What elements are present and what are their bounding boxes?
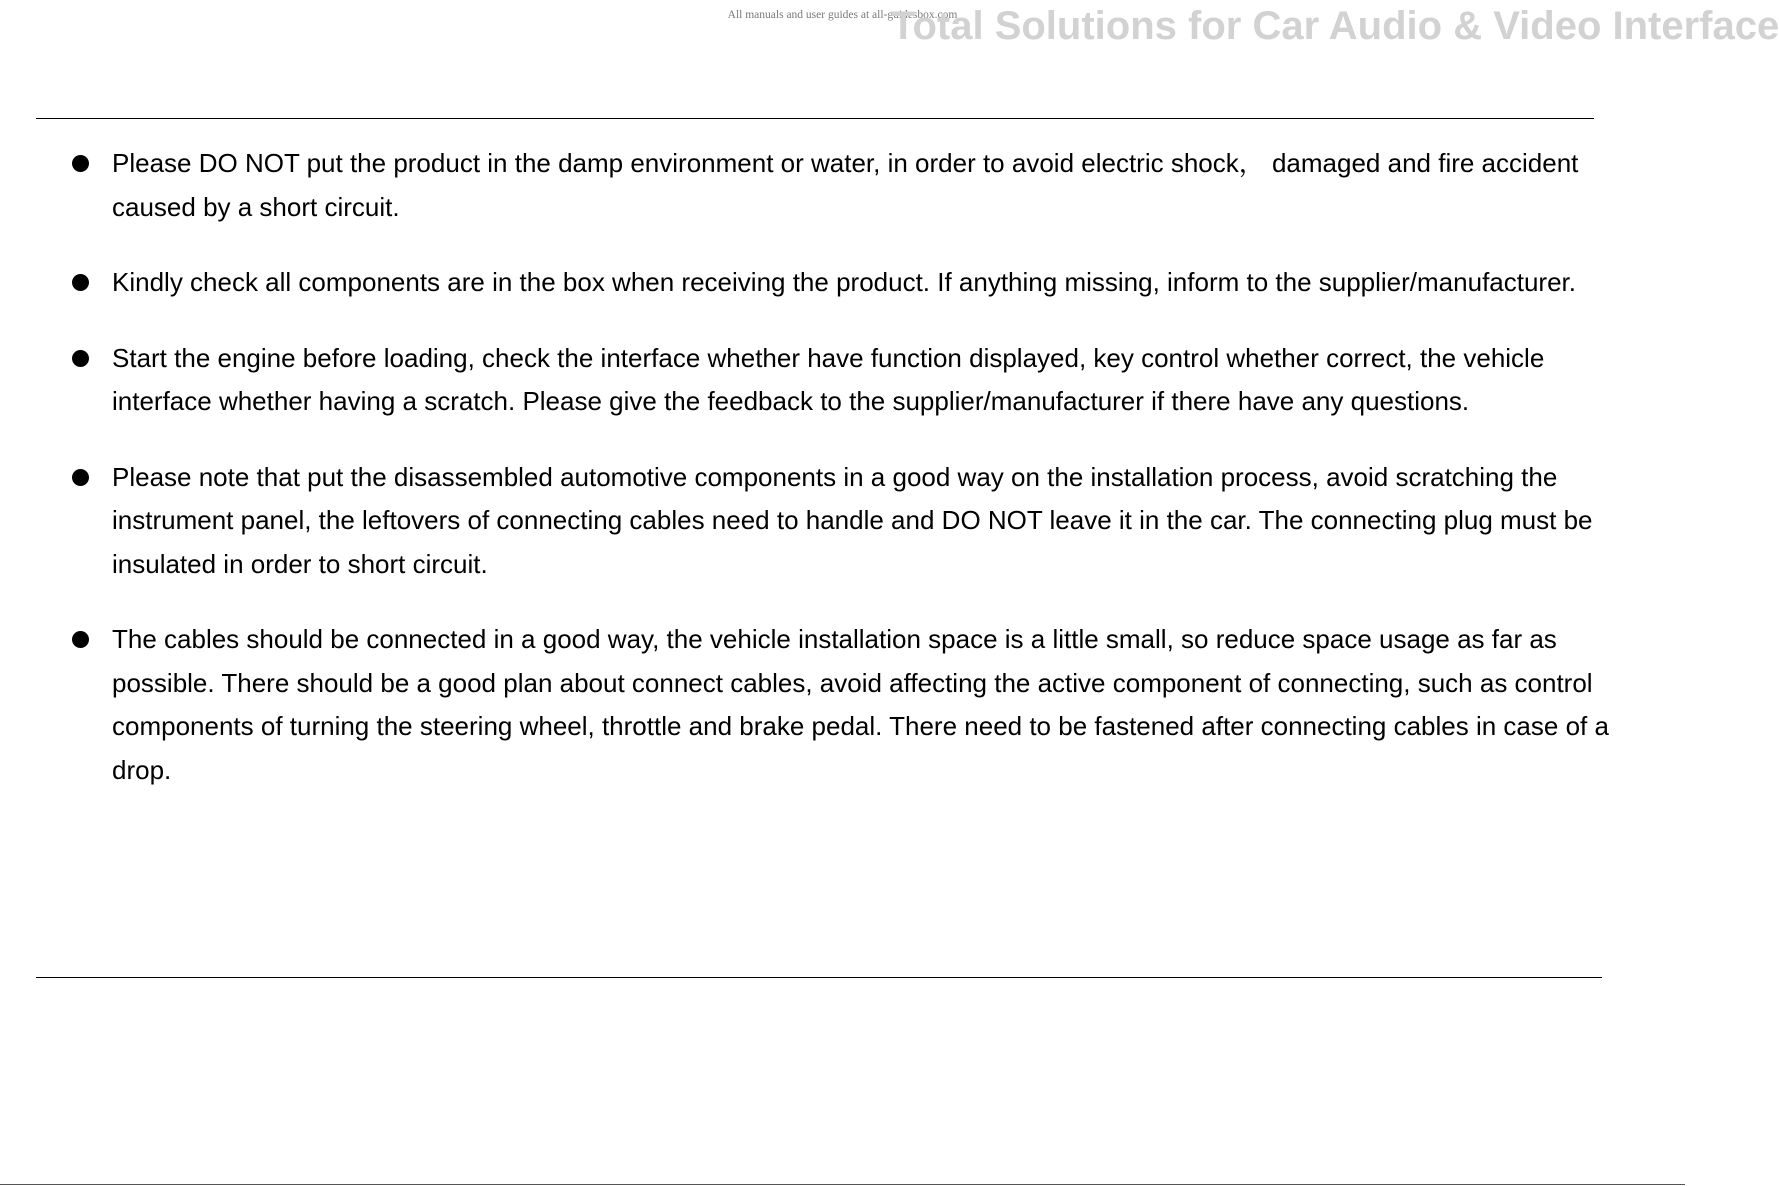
safety-note-text: Please DO NOT put the product in the damp environment or water, in order to avoid electric shock， damaged and fire accident caused by a short circuit. [112,148,1579,222]
safety-note [0,618,1685,792]
page-edge-line [0,1184,1685,1185]
watermark-link[interactable]: All manuals and user guides at all-guidesbox.com [727,9,958,21]
header-tagline [880,0,1779,48]
safety-note [0,142,1685,229]
safety-note-text: Kindly check all components are in the box when receiving the product. If anything missing, inform to the supplier/manufacturer. [112,267,1576,297]
safety-note [0,456,1685,587]
safety-notes-list [0,142,1685,824]
bullet-icon [72,631,89,648]
safety-note [0,261,1685,305]
bullet-icon [72,155,89,172]
bullet-icon [72,350,89,367]
bullet-icon [72,274,89,291]
safety-note [0,337,1685,424]
footer-divider [36,977,1602,978]
safety-note-text: The cables should be connected in a good way, the vehicle installation space is a little small, so reduce space usage as far as possible. There should be a good plan about connect cables, avoid affecting the active component of connecting, such as control components of turning the steering wheel, throttle and brake pedal. There need to be fastened after connecting cables in case of a drop. [112,624,1609,785]
header-tagline-text: Total Solutions for Car Audio & Video Interface [891,4,1779,48]
header-divider [36,118,1594,119]
bullet-icon [72,469,89,486]
safety-note-text: Please note that put the disassembled automotive components in a good way on the installation process, avoid scratching the instrument panel, the leftovers of connecting cables need to handle and DO NOT leave it in the car. The connecting plug must be insulated in order to short circuit. [112,461,1593,579]
safety-note-text: Start the engine before loading, check the interface whether have function displayed, key control whether correct, the vehicle interface whether having a scratch. Please give the feedback to the supplier/manufacturer if there have any questions. [112,342,1545,416]
